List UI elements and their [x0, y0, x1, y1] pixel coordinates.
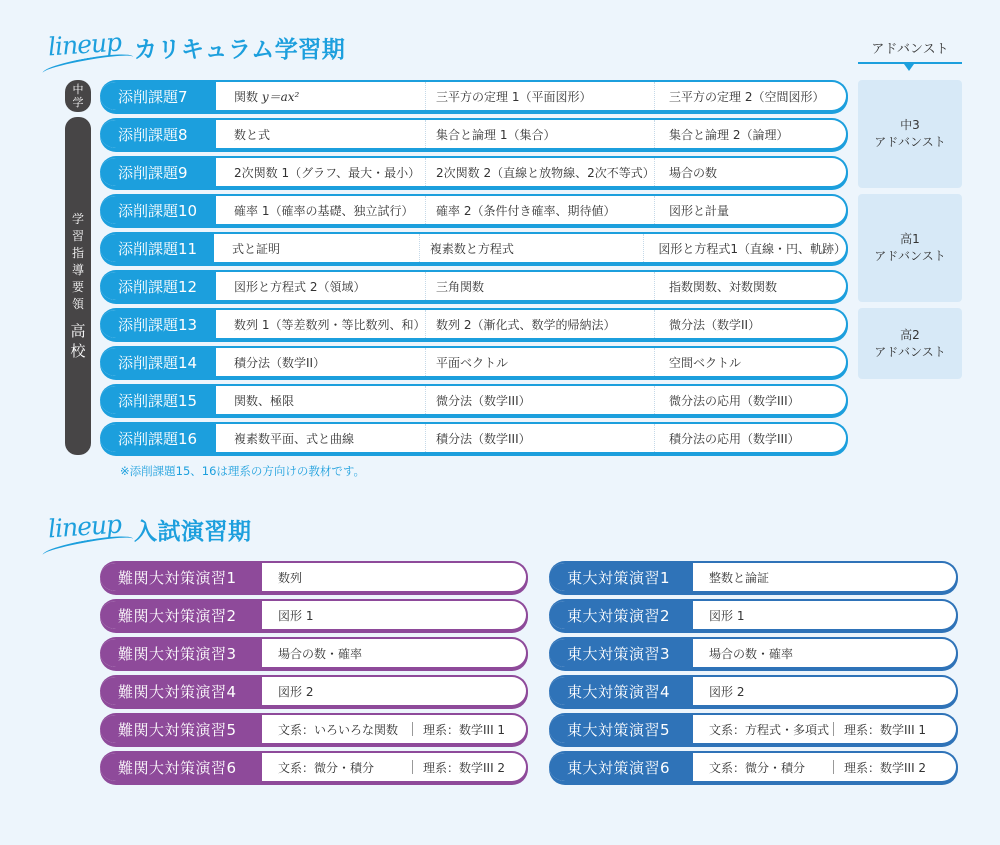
- difficult-univ-row-2: [100, 599, 528, 631]
- exam-topic-science: 理系：数学III 2: [412, 760, 505, 774]
- course-topic-2: 三角関数: [425, 272, 654, 300]
- section-title: 入試演習期: [134, 519, 252, 545]
- advanced-box-hs2: 高2 アドバンスト: [858, 308, 962, 379]
- course-topic-2: 2次関数 2（直線と放物線、2次不等式）: [425, 158, 654, 186]
- difficult-univ-row-1: [100, 561, 528, 593]
- exam-topic: 図形 2: [278, 684, 314, 699]
- difficult-univ-row-4: [100, 675, 528, 707]
- todai-row-2: [549, 599, 958, 631]
- course-topic-3: 場合の数: [654, 158, 846, 186]
- course-topic-2: 集合と論理 1（集合）: [425, 120, 654, 148]
- exam-topic: 図形 2: [709, 684, 745, 699]
- section-title: カリキュラム学習期: [134, 37, 346, 63]
- course-label: 添削課題10: [100, 196, 216, 224]
- course-topic-1: 数列 1（等差数列・等比数列、和）: [234, 317, 426, 332]
- difficult-univ-row-5: [100, 713, 528, 745]
- course-label: 添削課題16: [100, 424, 216, 452]
- course-topic-3: 図形と計量: [654, 196, 846, 224]
- course-row-10: [100, 194, 848, 226]
- exam-topic: 整数と論証: [709, 570, 770, 585]
- course-row-14: [100, 346, 848, 378]
- course-label: 添削課題9: [100, 158, 216, 186]
- todai-row-3: [549, 637, 958, 669]
- course-topic-3: 指数関数、対数関数: [654, 272, 846, 300]
- course-topic-1: 図形と方程式 2（領域）: [234, 279, 366, 294]
- exam-label: 難関大対策演習5: [100, 715, 262, 743]
- exam-topic: 図形 1: [709, 608, 745, 623]
- exam-topic: 数列: [278, 570, 303, 585]
- course-row-13: [100, 308, 848, 340]
- exam-topic: 図形 1: [278, 608, 314, 623]
- exam-label: 難関大対策演習6: [100, 753, 262, 781]
- todai-row-4: [549, 675, 958, 707]
- todai-row-1: [549, 561, 958, 593]
- exam-label: 東大対策演習3: [549, 639, 693, 667]
- course-topic-1: 確率 1（確率の基礎、独立試行）: [234, 203, 414, 218]
- course-row-15: [100, 384, 848, 416]
- course-row-8: [100, 118, 848, 150]
- lineup-script-logo: lineup: [38, 510, 128, 550]
- exam-topic-science: 理系：数学III 1: [412, 722, 505, 736]
- course-topic-2: 微分法（数学III）: [425, 386, 654, 414]
- course-topic-3: 微分法の応用（数学III）: [654, 386, 846, 414]
- course-topic-2: 平面ベクトル: [425, 348, 654, 376]
- exam-topic: 場合の数・確率: [709, 646, 794, 661]
- course-row-12: [100, 270, 848, 302]
- course-label: 添削課題12: [100, 272, 216, 300]
- exam-label: 難関大対策演習4: [100, 677, 262, 705]
- exam-heading: [38, 510, 252, 550]
- math-formula: y＝ax²: [261, 89, 300, 104]
- course-topic-2: 積分法（数学III）: [425, 424, 654, 452]
- exam-topic-humanities: 文系：微分・積分: [278, 760, 375, 775]
- course-row-7: [100, 80, 848, 112]
- exam-label: 東大対策演習6: [549, 753, 693, 781]
- exam-topic-science: 理系：数学III 1: [833, 722, 926, 736]
- lineup-script-logo: lineup: [38, 28, 128, 68]
- course-label: 添削課題15: [100, 386, 216, 414]
- difficult-univ-row-3: [100, 637, 528, 669]
- course-label: 添削課題14: [100, 348, 216, 376]
- course-topic-1: 2次関数 1（グラフ、最大・最小）: [234, 165, 421, 180]
- exam-label: 東大対策演習5: [549, 715, 693, 743]
- course-row-9: [100, 156, 848, 188]
- exam-label: 東大対策演習4: [549, 677, 693, 705]
- difficult-univ-row-6: [100, 751, 528, 783]
- exam-topic-humanities: 文系：微分・積分: [709, 760, 806, 775]
- high-school-label: 学 習 指 導 要 領 高 校: [65, 117, 91, 455]
- exam-label: 東大対策演習2: [549, 601, 693, 629]
- junior-high-label: 中 学: [65, 80, 91, 112]
- course-topic-2: 複素数と方程式: [419, 234, 643, 262]
- footnote: ※添削課題15、16は理系の方向けの教材です。: [120, 464, 365, 478]
- curriculum-heading: [38, 28, 345, 68]
- advanced-box-hs1: 高1 アドバンスト: [858, 194, 962, 302]
- down-arrow-icon: [904, 64, 914, 71]
- course-topic-2: 数列 2（漸化式、数学的帰納法）: [425, 310, 654, 338]
- exam-topic-humanities: 文系：いろいろな関数: [278, 722, 399, 737]
- course-label: 添削課題8: [100, 120, 216, 148]
- exam-label: 難関大対策演習3: [100, 639, 262, 667]
- course-row-11: [100, 232, 848, 264]
- course-topic-1: 式と証明: [231, 241, 280, 256]
- exam-label: 難関大対策演習2: [100, 601, 262, 629]
- course-topic-1: 数と式: [234, 127, 271, 142]
- todai-row-5: [549, 713, 958, 745]
- course-topic-1: 関数、極限: [234, 393, 295, 408]
- todai-row-6: [549, 751, 958, 783]
- exam-label: 難関大対策演習1: [100, 563, 262, 591]
- course-topic-3: 積分法の応用（数学III）: [654, 424, 846, 452]
- exam-topic-science: 理系：数学III 2: [833, 760, 926, 774]
- course-label: 添削課題7: [100, 82, 216, 110]
- course-label: 添削課題13: [100, 310, 216, 338]
- course-topic-2: 三平方の定理 1（平面図形）: [425, 82, 654, 110]
- course-topic-2: 確率 2（条件付き確率、期待値）: [425, 196, 654, 224]
- exam-topic: 場合の数・確率: [278, 646, 363, 661]
- course-topic-3: 微分法（数学II）: [654, 310, 846, 338]
- course-topic-3: 集合と論理 2（論理）: [654, 120, 846, 148]
- course-topic-3: 図形と方程式1（直線・円、軌跡）: [643, 234, 846, 262]
- course-label: 添削課題11: [100, 234, 214, 262]
- exam-label: 東大対策演習1: [549, 563, 693, 591]
- course-row-16: [100, 422, 848, 454]
- advanced-header: アドバンスト: [871, 42, 949, 57]
- course-topic-3: 三平方の定理 2（空間図形）: [654, 82, 846, 110]
- course-topic-1: 複素数平面、式と曲線: [234, 431, 355, 446]
- course-topic-3: 空間ベクトル: [654, 348, 846, 376]
- exam-topic-humanities: 文系：方程式・多項式: [709, 722, 830, 737]
- advanced-box-jh3: 中3 アドバンスト: [858, 80, 962, 188]
- course-topic-1: 積分法（数学II）: [234, 355, 326, 370]
- course-topic-1: 関数 y＝ax²: [234, 89, 300, 104]
